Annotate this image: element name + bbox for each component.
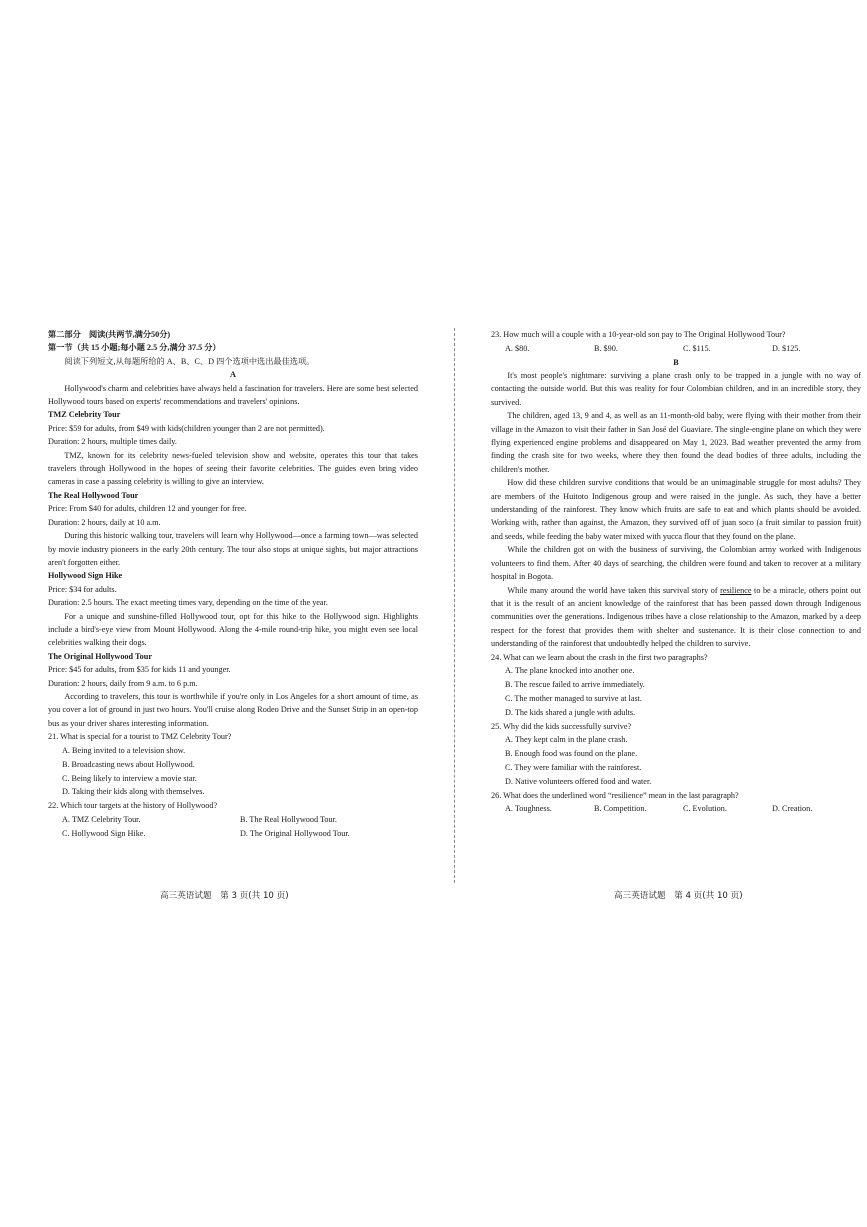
option: A. $80. [505,343,530,353]
option: B. The rescue failed to arrive immediately. [505,680,645,690]
option: C. Hollywood Sign Hike. [62,828,146,838]
option: B. $90. [594,343,618,353]
paragraph: The children, aged 13, 9 and 4, as well as an 11-month-old baby, were flying with their mother from their village in the Amazon to visit their father in San José del Guaviare. The single-engine plane on which they were flying experienced engine problems and disappeared on May 1, 2023. Bad weather prevented the army from finding the crash site for two weeks, where they then found the dead bodies of three adults, including the children's mother. [491,411,861,474]
option: B. The Real Hollywood Tour. [240,814,337,824]
tour-description: During this historic walking tour, travelers will learn why Hollywood—once a farming town—was selected by movie industry pioneers in the early 20th century. The tour also stops at unique sights, but major attractions aren't forgotten either. [48,531,418,567]
option: D. $125. [772,343,801,353]
options-row [48,827,418,841]
question-25: 25. Why did the kids successfully survive? [491,721,632,731]
option: A. Being invited to a television show. [62,745,186,755]
tour-name: The Original Hollywood Tour [48,651,152,661]
tour-price: Price: $45 for adults, from $35 for kids 11 and younger. [48,665,231,675]
option: B. Enough food was found on the plane. [505,749,638,759]
option: D. Taking their kids along with themselves. [62,787,205,797]
options-row [491,342,861,356]
passage-a-intro: Hollywood's charm and celebrities have always held a fascination for travelers. Here are some best selected Hollywood tours based on experts' recommendations and travelers' opinions. [48,383,418,407]
tour-description: TMZ, known for its celebrity news-fueled television show and website, operates this tour that takes travelers through Hollywood in the hopes of seeing their favorite celebrities. The guides even bring video cameras in case a passing celebrity is willing to give an interview. [48,450,418,487]
right-page [491,328,861,888]
tour-description: According to travelers, this tour is worthwhile if you're only in Los Angeles for a short amount of time, as you cover a lot of ground in just two hours. You'll cruise along Rodeo Drive and the Sunset Strip in an open-top bus as your driver shares interesting information. [48,691,418,728]
page-divider [454,328,455,883]
option: A. The plane knocked into another one. [505,666,635,676]
option: B. Broadcasting news about Hollywood. [62,759,195,769]
option: A. Toughness. [505,804,552,814]
tour-duration: Duration: 2 hours, multiple times daily. [48,437,177,447]
option: C. $115. [683,343,711,353]
option: C. They were familiar with the rainforest. [505,762,642,772]
tour-price: Price: From $40 for adults, children 12 and younger for free. [48,504,247,514]
options-row [48,813,418,827]
page-footer-right: 高三英语试题 第 4 页(共 10 页) [614,891,743,901]
option: C. The mother managed to survive at last. [505,693,642,703]
option: A. They kept calm in the plane crash. [505,735,628,745]
option: D. The kids shared a jungle with adults. [505,707,636,717]
passage-b-label: B [673,357,679,367]
subsection-heading: 第一节（共 15 小题;每小题 2.5 分,满分 37.5 分） [48,343,221,353]
instruction: 阅读下列短文,从每题所给的 A、B、C、D 四个选项中选出最佳选项。 [64,356,315,366]
paragraph [491,584,861,651]
left-page [48,328,418,888]
tour-price: Price: $59 for adults, from $49 with kids(children younger than 2 are not permitted). [48,423,325,433]
tour-name: The Real Hollywood Tour [48,490,139,500]
page-footer-left: 高三英语试题 第 3 页(共 10 页) [160,891,289,901]
option: D. The Original Hollywood Tour. [240,828,350,838]
tour-description: For a unique and sunshine-filled Hollywood tour, opt for this hike to the Hollywood sign. Highlights include a bird's-eye view from Mount Hollywood. Along the 4-mile round-trip hike, you might even see local celebrities walking their dogs. [48,611,418,648]
question-26: 26. What does the underlined word “resilience” mean in the last paragraph? [491,790,739,800]
question-23: 23. How much will a couple with a 10-year-old son pay to The Original Hollywood Tour? [491,330,786,339]
option: A. TMZ Celebrity Tour. [62,814,141,824]
option: B. Competition. [594,804,647,814]
paragraph: While the children got on with the business of surviving, the Colombian army worked with Indigenous volunteers to find them. After 40 days of searching, the children were found and taken to recover at a military hospital in Bogota. [491,545,861,582]
tour-duration: Duration: 2.5 hours. The exact meeting times vary, depending on the time of the year. [48,598,328,608]
text: to be a miracle, others point out that it is the result of an ancient knowledge of the rainforest that has been passed down through Indigenous communities over the generations. Indigenous tribes have a close relationship to the Amazon, marked by a deep respect for the forest that provides them with shelter and sustenance. It is their close connection to and understanding of the rainforest that undoubtedly helped the children to survive. [491,585,861,649]
tour-price: Price: $34 for adults. [48,584,117,594]
question-21: 21. What is special for a tourist to TMZ Celebrity Tour? [48,732,232,742]
option: C. Being likely to interview a movie star. [62,773,197,783]
option: D. Creation. [772,804,813,814]
options-row [491,802,861,816]
question-22: 22. Which tour targets at the history of Hollywood? [48,801,218,811]
tour-name: TMZ Celebrity Tour [48,410,121,420]
tour-name: Hollywood Sign Hike [48,571,123,581]
underlined-word: resilience [720,585,752,595]
passage-a-label: A [230,370,236,380]
question-24: 24. What can we learn about the crash in the first two paragraphs? [491,652,708,662]
tour-duration: Duration: 2 hours, daily at 10 a.m. [48,517,161,527]
text: While many around the world have taken this survival story of [507,585,721,595]
tour-duration: Duration: 2 hours, daily from 9 a.m. to 6 p.m. [48,678,198,688]
option: D. Native volunteers offered food and water. [505,776,652,786]
paragraph: It's most people's nightmare: surviving a plane crash only to be trapped in a jungle with no way of contacting the outside world. But this was reality for four Colombian children, and in an incredible story, they survived. [491,371,861,407]
paragraph: How did these children survive conditions that would be an unimaginable struggle for most adults? They are members of the Huitoto Indigenous group and were raised in the jungle. As such, they have a better understanding of the rainforest. They know which fruits are safe to eat and which plants should be avoided. Working with, rather than against, the Amazon, they survived off of juan soco (a fruit similar to passion fruit) and seeds, while feeding the baby water mixed with yucca flour that they found on the plane. [491,478,861,541]
section-heading: 第二部分 阅读(共两节,满分50分) [48,330,171,339]
option: C. Evolution. [683,804,727,814]
